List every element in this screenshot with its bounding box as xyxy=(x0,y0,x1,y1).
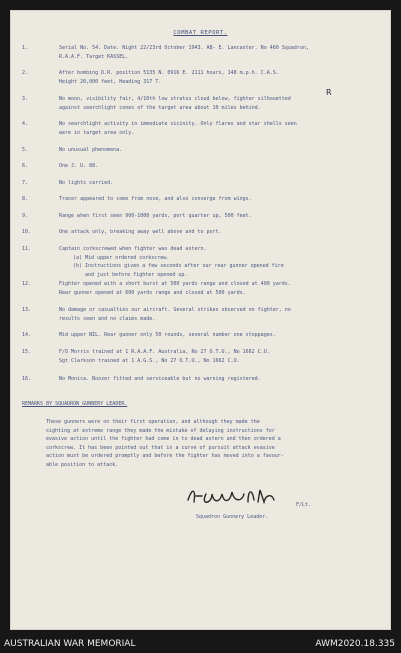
item-text xyxy=(59,179,373,188)
remarks-text xyxy=(46,418,351,469)
item-number: 11. xyxy=(22,246,32,252)
item-number: 1. xyxy=(22,45,29,51)
remarks-heading: REMARKS BY SQUADRON GUNNERY LEADER. xyxy=(22,401,128,407)
item-line: No unusual phenomena. xyxy=(59,147,123,153)
remarks-line: action must be ordered promptly and before the fighter has moved into a favour- xyxy=(46,453,284,459)
item-line: Rear gunner opened at 600 yards range and closed at 500 yards. xyxy=(59,289,246,296)
item-text xyxy=(59,245,373,279)
item-text xyxy=(59,195,373,204)
archive-reference: AWM2020.18.335 xyxy=(315,639,395,649)
report-title: COMBAT REPORT. xyxy=(173,30,228,36)
item-text xyxy=(59,212,373,221)
item-number: 12. xyxy=(22,281,32,287)
item-line: R.A.A.F. Target KASSEL. xyxy=(59,53,129,60)
item-number: 6. xyxy=(22,163,29,169)
item-number: 3. xyxy=(22,96,29,102)
item-line: Tracer appeared to come from nose, and also converge from wings. xyxy=(59,196,252,202)
item-text xyxy=(59,146,373,155)
item-text xyxy=(59,120,373,137)
item-line: F/O Morris trained at 1 R.A.A.F. Australia, No 27 O.T.U., No 1662 C.U. xyxy=(59,349,270,355)
item-number: 16. xyxy=(22,376,32,382)
item-number: 10. xyxy=(22,229,32,235)
sub-item-line: and just before fighter opened up. xyxy=(73,271,188,278)
item-number: 5. xyxy=(22,147,29,153)
remarks-line: able position to attack. xyxy=(46,461,119,468)
item-number: 4. xyxy=(22,121,29,127)
remarks-line: These gunners were on their first operation, and although they made the xyxy=(46,419,260,425)
item-line: Captain corkscrewed when fighter was dead astern. xyxy=(59,246,207,252)
item-line: No damage or casualties our aircraft. Several strikes observed on fighter, no xyxy=(59,307,291,313)
item-line: No lights carried. xyxy=(59,180,114,186)
signature xyxy=(182,480,282,510)
item-line: Range when first seen 900-1000 yards, port quarter up, 500 feet. xyxy=(59,213,252,219)
item-line: against searchlight cones of the target area about 10 miles behind. xyxy=(59,104,261,111)
item-number: 9. xyxy=(22,213,29,219)
item-text xyxy=(59,306,373,323)
item-text xyxy=(59,95,373,112)
item-line: No searchlight activity in immediate vicinity. Only flares and star shells seen xyxy=(59,121,297,127)
sub-item-line: (a) Mid upper ordered corkscrew. xyxy=(73,254,170,261)
item-line: Serial No. 54. Date. Night 22/23rd October 1943. AB- E. Lancaster. No 460 Squadron, xyxy=(59,45,309,51)
remarks-line: sighting at extreme range they made the mistake of delaying instructions for xyxy=(46,427,275,434)
item-line: One J. U. 88. xyxy=(59,163,99,169)
item-text xyxy=(59,162,373,171)
item-text xyxy=(59,44,373,61)
item-number: 8. xyxy=(22,196,29,202)
item-text xyxy=(59,348,373,365)
item-number: 15. xyxy=(22,349,32,355)
document-page xyxy=(10,10,391,630)
item-line: Mid upper NIL. Rear gunner only 50 rounds, several number one stoppages. xyxy=(59,332,276,338)
handwritten-annotation: R xyxy=(326,88,332,97)
item-text xyxy=(59,375,373,384)
item-line: No Monica. Boozer fitted and serviceable but no warning registered. xyxy=(59,376,261,382)
item-line: One attack only, breaking away well above and to port. xyxy=(59,229,222,235)
item-line: No moon, visibility fair, 4/10th low stratus cloud below, fighter silhouetted xyxy=(59,96,291,102)
item-text xyxy=(59,69,373,86)
item-number: 2. xyxy=(22,70,29,76)
item-number: 7. xyxy=(22,180,29,186)
signature-title: Squadron Gunnery Leader. xyxy=(196,514,269,520)
signature-rank: F/Lt. xyxy=(296,502,312,508)
item-line: Fighter opened with a short burst at 500 yards range and closed at 400 yards. xyxy=(59,281,291,287)
item-text xyxy=(59,280,373,297)
sub-item-line: (b) Instructions given a few seconds after our rear gunner opened fire xyxy=(73,263,284,269)
archive-name: AUSTRALIAN WAR MEMORIAL xyxy=(4,639,136,649)
item-line: Height 20,000 feet, Heading 317 T. xyxy=(59,78,162,85)
item-line: results seen and no claims made. xyxy=(59,315,156,322)
item-number: 13. xyxy=(22,307,32,313)
remarks-line: corkscrew. It has been pointed out that in a curve of pursuit attack evasive xyxy=(46,444,275,451)
item-number: 14. xyxy=(22,332,32,338)
item-line: After bombing D.R. position 5135 N. 0916 E. 2111 hours, 148 m.p.h. C.A.S. xyxy=(59,70,279,76)
item-line: Sgt Clarkson trained at 1 A.G.S., No 27 O.T.U., No 1662 C.U. xyxy=(59,357,240,364)
remarks-line: evasive action until the fighter had come in to dead astern and then ordered a xyxy=(46,436,281,442)
item-line: were in target area only. xyxy=(59,129,135,136)
item-text xyxy=(59,331,373,340)
item-text xyxy=(59,228,373,237)
